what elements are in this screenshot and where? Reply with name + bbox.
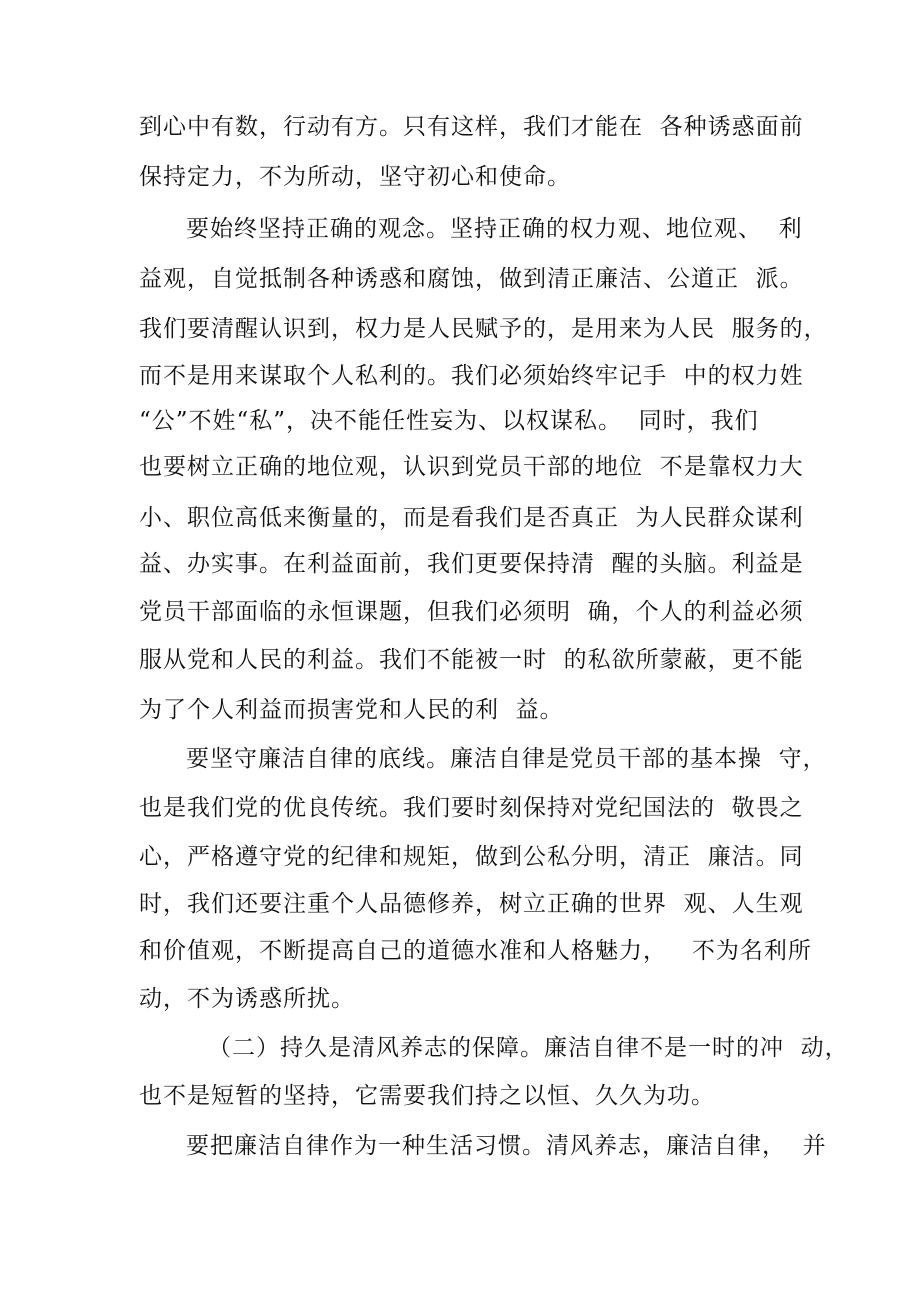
text-line: 动，不为诱惑所扰。	[139, 986, 355, 1012]
text-line: 和价值观，不断提高自己的道德水准和人格魅力， 不为名利所	[139, 938, 812, 964]
text-line: 也要树立正确的地位观，认识到党员干部的地位 不是靠权力大	[139, 454, 804, 480]
text-line: 小、职位高低来衡量的，而是看我们是否真正 为人民群众谋利	[139, 505, 804, 531]
paragraph-start-line: 要始终坚持正确的观念。坚持正确的权力观、地位观、 利	[186, 216, 803, 242]
paragraph-start-line: 要把廉洁自律作为一种生活习惯。清风养志，廉洁自律， 并	[186, 1133, 827, 1159]
text-line: 也是我们党的优良传统。我们要时刻保持对党纪国法的 敬畏之	[139, 795, 804, 821]
text-line: 党员干部面临的永恒课题，但我们必须明 确，个人的利益必须	[139, 599, 804, 625]
text-line: 也不是短暂的坚持，它需要我们持之以恒、久久为功。	[139, 1083, 715, 1109]
text-line: “公”不姓“私”，决不能任性妄为、以权谋私。 同时，我们	[139, 408, 759, 434]
text-line: 保持定力，不为所动，坚守初心和使命。	[139, 164, 571, 190]
text-line: 益观，自觉抵制各种诱惑和腐蚀，做到清正廉洁、公道正 派。	[139, 266, 804, 292]
text-line: 到心中有数，行动有方。只有这样，我们才能在 各种诱惑面前	[139, 114, 804, 140]
text-line: 服从党和人民的利益。我们不能被一时 的私欲所蒙蔽，更不能	[139, 647, 804, 673]
text-line: 心，严格遵守党的纪律和规矩，做到公私分明，清正 廉洁。同	[139, 844, 804, 870]
section-heading-line: （二）持久是清风养志的保障。廉洁自律不是一时的冲 动，	[208, 1035, 849, 1061]
text-line: 益、办实事。在利益面前，我们更要保持清 醒的头脑。利益是	[139, 551, 804, 577]
text-line: 我们要清醒认识到，权力是人民赋予的，是用来为人民 服务的，	[139, 316, 828, 342]
text-line: 为了个人利益而损害党和人民的利 益。	[139, 697, 564, 723]
text-line: 而不是用来谋取个人私利的。我们必须始终牢记手 中的权力姓	[139, 363, 804, 389]
paragraph-start-line: 要坚守廉洁自律的底线。廉洁自律是党员干部的基本操 守，	[186, 746, 827, 772]
text-line: 时，我们还要注重个人品德修养，树立正确的世界 观、人生观	[139, 891, 804, 917]
